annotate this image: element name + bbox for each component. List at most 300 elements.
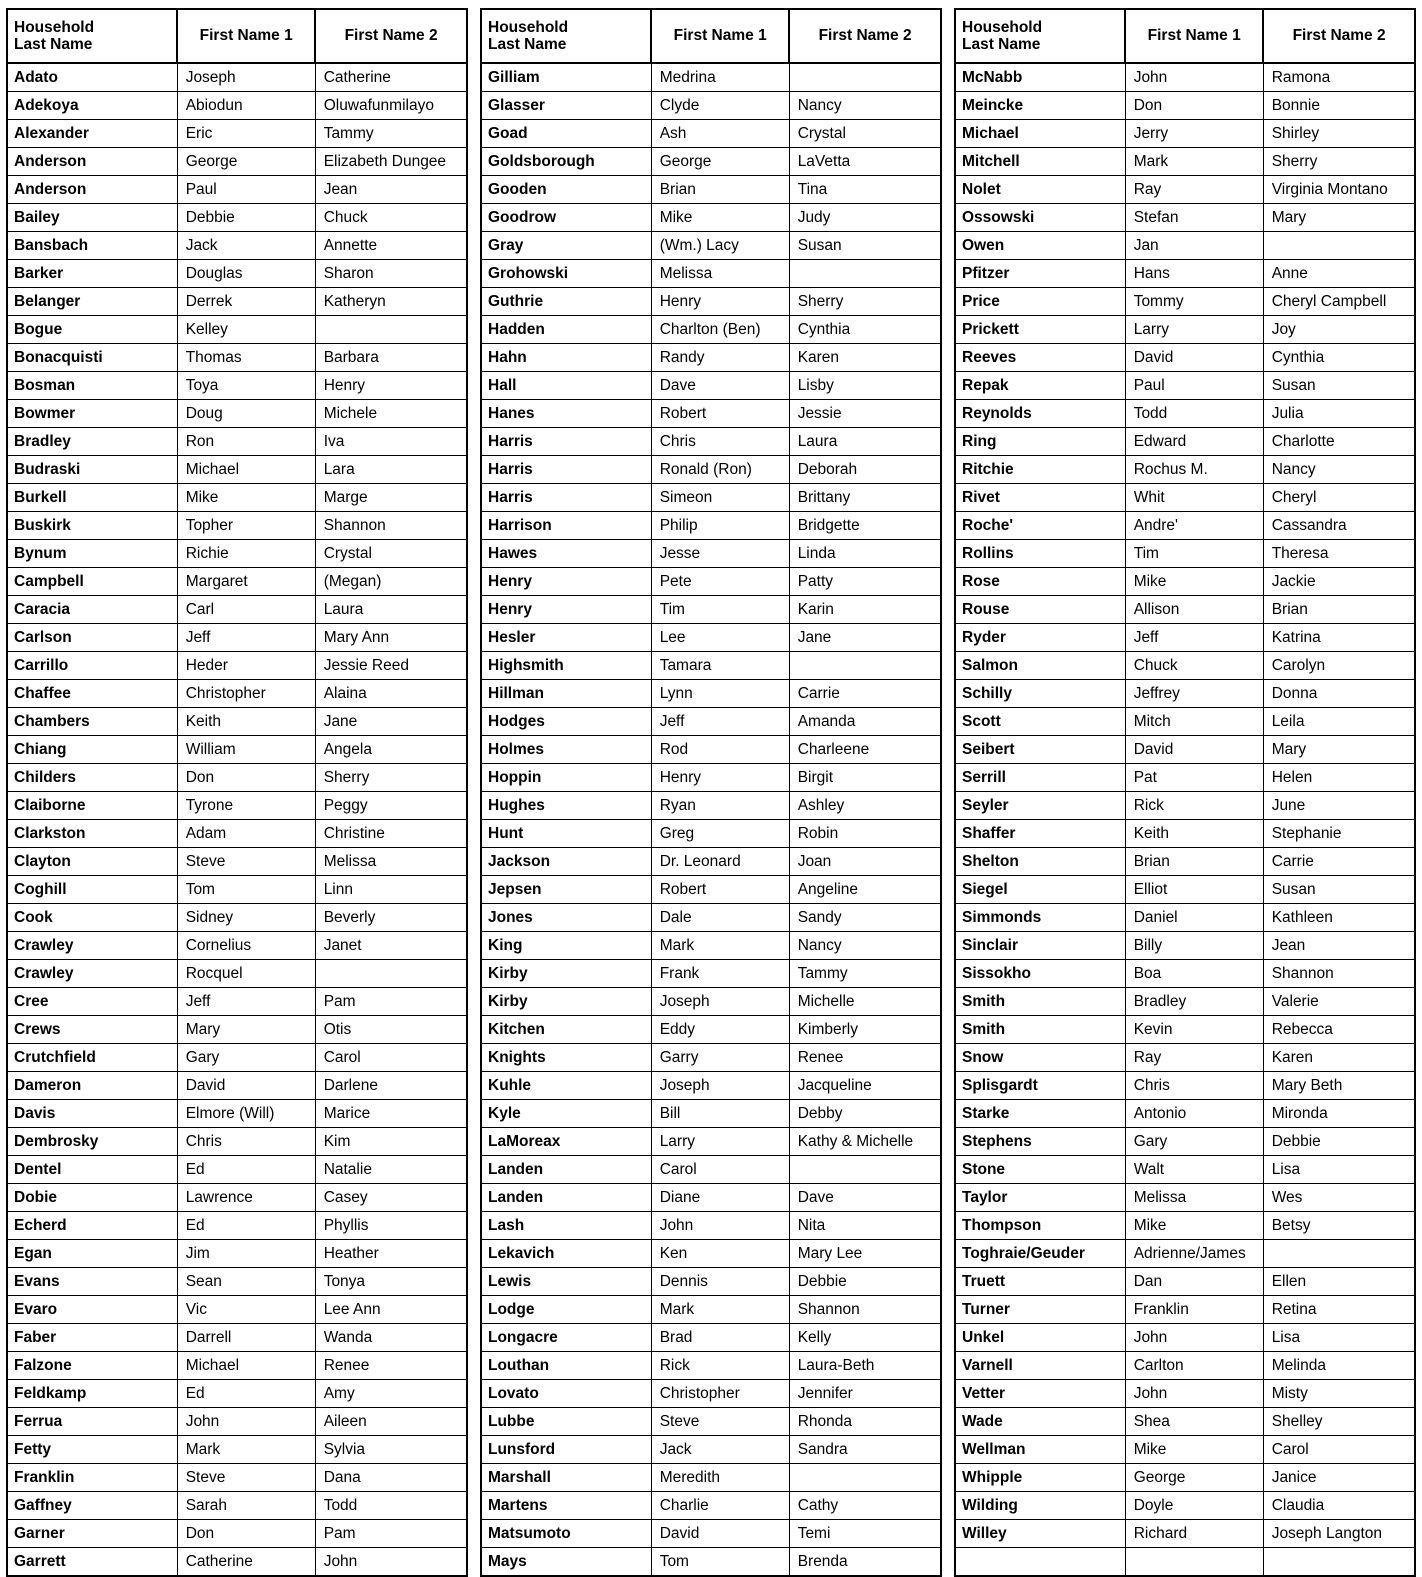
cell-last-name: Thompson [955,1212,1125,1240]
table-row [955,848,1415,876]
cell-first-name-2: Retina [1263,1296,1415,1324]
cell-first-name-2: Pam [315,1520,467,1548]
cell-first-name-2: Cheryl [1263,484,1415,512]
cell-first-name-1: George [651,148,789,176]
cell-first-name-2: Tammy [315,120,467,148]
table-row [481,316,941,344]
table-row [7,1296,467,1324]
cell-last-name: Evaro [7,1296,177,1324]
cell-first-name-1: Ash [651,120,789,148]
cell-first-name-2 [789,652,941,680]
cell-first-name-2: Bonnie [1263,92,1415,120]
header-line-1: Household [14,18,95,36]
table-row [955,1296,1415,1324]
cell-last-name: Evans [7,1268,177,1296]
cell-first-name-1: Mitch [1125,708,1263,736]
table-row [955,288,1415,316]
cell-first-name-2: Carrie [1263,848,1415,876]
table-row [7,820,467,848]
table-row [481,232,941,260]
cell-last-name: Crawley [7,960,177,988]
cell-first-name-2: Melissa [315,848,467,876]
cell-last-name: Shelton [955,848,1125,876]
cell-first-name-2: Mary Lee [789,1240,941,1268]
cell-first-name-1: Chris [1125,1072,1263,1100]
cell-last-name: Hadden [481,316,651,344]
cell-first-name-1: Ray [1125,176,1263,204]
table-row [7,764,467,792]
cell-first-name-1: Tom [651,1548,789,1577]
cell-first-name-2 [789,63,941,92]
cell-first-name-1: Mark [651,932,789,960]
column-header-first-name-1: First Name 1 [177,9,315,63]
cell-last-name: Hawes [481,540,651,568]
cell-first-name-1: Debbie [177,204,315,232]
cell-last-name: Marshall [481,1464,651,1492]
cell-last-name: Repak [955,372,1125,400]
cell-last-name: Splisgardt [955,1072,1125,1100]
cell-first-name-1: Adrienne/James [1125,1240,1263,1268]
cell-first-name-1: John [651,1212,789,1240]
table-row [7,904,467,932]
table-row [481,624,941,652]
cell-first-name-2 [315,316,467,344]
cell-first-name-1: Mike [651,204,789,232]
table-row [955,1072,1415,1100]
table-row [481,1156,941,1184]
cell-last-name: Childers [7,764,177,792]
table-row [481,176,941,204]
cell-first-name-2: Kim [315,1128,467,1156]
table-row [7,1016,467,1044]
cell-last-name: Siegel [955,876,1125,904]
cell-first-name-1: Charlton (Ben) [651,316,789,344]
cell-first-name-1: Mike [1125,1212,1263,1240]
table-row [955,1408,1415,1436]
cell-first-name-2: Jean [315,176,467,204]
cell-first-name-1: Steve [651,1408,789,1436]
table-row [955,344,1415,372]
cell-last-name: Cree [7,988,177,1016]
cell-first-name-2: Janice [1263,1464,1415,1492]
header-row [481,9,941,63]
cell-last-name: Mays [481,1548,651,1577]
cell-first-name-2: Cathy [789,1492,941,1520]
table-row [481,1464,941,1492]
cell-first-name-2: Katrina [1263,624,1415,652]
cell-first-name-2: Valerie [1263,988,1415,1016]
cell-first-name-2: Cynthia [1263,344,1415,372]
cell-first-name-2: Laura [789,428,941,456]
table-row [955,1464,1415,1492]
table-row [481,1212,941,1240]
cell-first-name-2: Rhonda [789,1408,941,1436]
cell-first-name-1: Medrina [651,63,789,92]
cell-last-name: Falzone [7,1352,177,1380]
table-row [481,1128,941,1156]
cell-last-name: Stephens [955,1128,1125,1156]
cell-first-name-1: Topher [177,512,315,540]
cell-last-name: Fetty [7,1436,177,1464]
cell-last-name: Glasser [481,92,651,120]
table-row [7,876,467,904]
cell-first-name-2: Henry [315,372,467,400]
cell-last-name: Bansbach [7,232,177,260]
table-row [481,764,941,792]
cell-last-name: Landen [481,1156,651,1184]
cell-first-name-1: Hans [1125,260,1263,288]
cell-first-name-2: Crystal [315,540,467,568]
table-row [7,1464,467,1492]
cell-first-name-1: Ed [177,1380,315,1408]
cell-first-name-1: Meredith [651,1464,789,1492]
cell-first-name-2: Karen [789,344,941,372]
cell-last-name: Kuhle [481,1072,651,1100]
cell-last-name: Adekoya [7,92,177,120]
cell-last-name: Lunsford [481,1436,651,1464]
table-row [7,1072,467,1100]
table-row [955,764,1415,792]
cell-last-name: Dameron [7,1072,177,1100]
cell-first-name-2: Dave [789,1184,941,1212]
cell-first-name-2: Pam [315,988,467,1016]
table-row [7,1380,467,1408]
table-block-3 [954,8,1416,1552]
cell-first-name-2: Jean [1263,932,1415,960]
column-header-first-name-2: First Name 2 [315,9,467,63]
cell-first-name-1: Antonio [1125,1100,1263,1128]
table-row [7,1268,467,1296]
column-header-last-name [955,9,1125,63]
cell-last-name: Salmon [955,652,1125,680]
cell-first-name-2: Mironda [1263,1100,1415,1128]
table-header-1 [7,9,467,63]
cell-first-name-2: Casey [315,1184,467,1212]
cell-last-name: Gilliam [481,63,651,92]
cell-first-name-1: Simeon [651,484,789,512]
table-row [7,624,467,652]
cell-first-name-2: Theresa [1263,540,1415,568]
table-row [955,708,1415,736]
cell-first-name-2: Kelly [789,1324,941,1352]
cell-last-name: Reynolds [955,400,1125,428]
cell-last-name: Bonacquisti [7,344,177,372]
cell-first-name-1: Elliot [1125,876,1263,904]
cell-last-name: Garner [7,1520,177,1548]
table-row [481,1436,941,1464]
table-row [7,260,467,288]
cell-first-name-2: Michele [315,400,467,428]
cell-first-name-1: Vic [177,1296,315,1324]
cell-first-name-1: William [177,736,315,764]
table-block-2 [480,8,942,1570]
cell-last-name: Claiborne [7,792,177,820]
table-row [955,1268,1415,1296]
cell-first-name-2: Dana [315,1464,467,1492]
cell-first-name-2: Shannon [315,512,467,540]
cell-first-name-2: Annette [315,232,467,260]
table-row [481,680,941,708]
cell-last-name: Jones [481,904,651,932]
cell-first-name-2: Lisa [1263,1324,1415,1352]
cell-last-name: Bogue [7,316,177,344]
cell-last-name: King [481,932,651,960]
cell-first-name-2: Birgit [789,764,941,792]
table-row [481,596,941,624]
cell-first-name-2: Iva [315,428,467,456]
cell-first-name-2: Joy [1263,316,1415,344]
table-row [955,1380,1415,1408]
cell-first-name-1: Tommy [1125,288,1263,316]
cell-first-name-2: Wanda [315,1324,467,1352]
cell-first-name-1: Jack [177,232,315,260]
table-row [481,400,941,428]
cell-last-name: Grohowski [481,260,651,288]
cell-first-name-1: George [1125,1464,1263,1492]
cell-first-name-2: Joan [789,848,941,876]
table-row [481,960,941,988]
cell-first-name-1: David [1125,736,1263,764]
table-row [481,792,941,820]
cell-first-name-1: Charlie [651,1492,789,1520]
column-header-first-name-2: First Name 2 [1263,9,1415,63]
cell-last-name: Chambers [7,708,177,736]
cell-first-name-2: Karen [1263,1044,1415,1072]
cell-last-name: Henry [481,596,651,624]
cell-first-name-1: Keith [1125,820,1263,848]
cell-first-name-1: Don [177,1520,315,1548]
cell-last-name: Martens [481,1492,651,1520]
table-row [481,932,941,960]
cell-last-name: Schilly [955,680,1125,708]
cell-first-name-1: Dennis [651,1268,789,1296]
cell-first-name-2: Heather [315,1240,467,1268]
table-row [7,848,467,876]
table-row [481,1408,941,1436]
cell-first-name-2: Sandy [789,904,941,932]
cell-first-name-1: Adam [177,820,315,848]
cell-first-name-1: Ryan [651,792,789,820]
table-row [481,120,941,148]
cell-last-name: Goldsborough [481,148,651,176]
cell-last-name: Jepsen [481,876,651,904]
cell-first-name-2: Angeline [789,876,941,904]
cell-first-name-2: Wes [1263,1184,1415,1212]
cell-last-name: Davis [7,1100,177,1128]
cell-first-name-2: Leila [1263,708,1415,736]
cell-first-name-2: Jackie [1263,568,1415,596]
column-header-first-name-1: First Name 1 [651,9,789,63]
cell-first-name-2: Sherry [315,764,467,792]
cell-first-name-1: Jerry [1125,120,1263,148]
cell-first-name-1: Tom [177,876,315,904]
table-row [955,624,1415,652]
cell-first-name-1: Sean [177,1268,315,1296]
cell-last-name: Hall [481,372,651,400]
cell-last-name: Owen [955,232,1125,260]
cell-first-name-1: Carol [651,1156,789,1184]
header-line-1: Household [488,18,569,36]
cell-last-name: Kirby [481,988,651,1016]
cell-first-name-1: Rick [651,1352,789,1380]
cell-first-name-2: Nancy [1263,456,1415,484]
cell-first-name-1: Pete [651,568,789,596]
table-row [481,540,941,568]
cell-first-name-1: Cornelius [177,932,315,960]
table-header-3 [955,9,1415,63]
cell-first-name-2: Jennifer [789,1380,941,1408]
cell-last-name: Whipple [955,1464,1125,1492]
cell-first-name-2: Sherry [789,288,941,316]
cell-first-name-1: Henry [651,764,789,792]
cell-last-name: Carlson [7,624,177,652]
table-row [7,1100,467,1128]
table-row [7,932,467,960]
cell-last-name: Alexander [7,120,177,148]
cell-last-name: Hunt [481,820,651,848]
table-row [7,120,467,148]
cell-first-name-2: Susan [789,232,941,260]
table-row [481,1100,941,1128]
cell-first-name-1: George [177,148,315,176]
cell-last-name: Smith [955,988,1125,1016]
cell-last-name: Harris [481,484,651,512]
cell-first-name-2: Kathy & Michelle [789,1128,941,1156]
cell-last-name: Serrill [955,764,1125,792]
cell-first-name-1: Gary [177,1044,315,1072]
cell-first-name-1: Paul [177,176,315,204]
column-header-last-name [481,9,651,63]
cell-first-name-1: Kevin [1125,1016,1263,1044]
table-row [481,92,941,120]
table-row [955,148,1415,176]
cell-first-name-2: Charleene [789,736,941,764]
table-row [481,148,941,176]
cell-last-name: Gooden [481,176,651,204]
cell-first-name-2: Nita [789,1212,941,1240]
header-row [7,9,467,63]
cell-last-name: Taylor [955,1184,1125,1212]
cell-first-name-2: Judy [789,204,941,232]
cell-last-name: Stone [955,1156,1125,1184]
cell-first-name-1: Clyde [651,92,789,120]
cell-first-name-2: Sylvia [315,1436,467,1464]
cell-first-name-2: Christine [315,820,467,848]
cell-first-name-1: Walt [1125,1156,1263,1184]
cell-first-name-1: Rick [1125,792,1263,820]
cell-first-name-2: Nancy [789,932,941,960]
cell-first-name-1: Daniel [1125,904,1263,932]
cell-first-name-2: Nancy [789,92,941,120]
cell-first-name-1: Andre' [1125,512,1263,540]
cell-first-name-1: Melissa [651,260,789,288]
table-row [481,1044,941,1072]
table-row [7,1408,467,1436]
cell-first-name-1: David [1125,344,1263,372]
cell-last-name: Simmonds [955,904,1125,932]
cell-last-name: Bosman [7,372,177,400]
cell-first-name-2: Katheryn [315,288,467,316]
cell-first-name-2: Misty [1263,1380,1415,1408]
cell-last-name: Vetter [955,1380,1125,1408]
cell-last-name: Guthrie [481,288,651,316]
cell-first-name-1: Sarah [177,1492,315,1520]
cell-first-name-2: Shannon [789,1296,941,1324]
table-row [955,1352,1415,1380]
cell-first-name-1: Jeff [1125,624,1263,652]
cell-last-name: Roche' [955,512,1125,540]
cell-first-name-1: Lee [651,624,789,652]
cell-first-name-1: (Wm.) Lacy [651,232,789,260]
cell-last-name: Campbell [7,568,177,596]
cell-last-name: Coghill [7,876,177,904]
table-row [955,932,1415,960]
cell-first-name-1: Edward [1125,428,1263,456]
cell-last-name: Goodrow [481,204,651,232]
table-row [955,1520,1415,1548]
cell-first-name-2: Carol [1263,1436,1415,1464]
cell-first-name-2: Marge [315,484,467,512]
cell-last-name: Prickett [955,316,1125,344]
table-row [481,568,941,596]
cell-first-name-2: Carol [315,1044,467,1072]
cell-first-name-2: Catherine [315,63,467,92]
cell-first-name-1: Dale [651,904,789,932]
cell-first-name-1: Shea [1125,1408,1263,1436]
table-row [7,1212,467,1240]
cell-first-name-1: Jack [651,1436,789,1464]
cell-first-name-1: Steve [177,1464,315,1492]
cell-first-name-1: Robert [651,876,789,904]
table-row [7,960,467,988]
table-row [481,1268,941,1296]
cell-first-name-2: Susan [1263,372,1415,400]
cell-last-name: Longacre [481,1324,651,1352]
cell-first-name-2: Kathleen [1263,904,1415,932]
cell-first-name-1: Richard [1125,1520,1263,1548]
table-row [7,484,467,512]
cell-last-name: McNabb [955,63,1125,92]
table-row [7,1240,467,1268]
cell-last-name: Feldkamp [7,1380,177,1408]
cell-first-name-1: Mark [1125,148,1263,176]
cell-first-name-2: Charlotte [1263,428,1415,456]
cell-last-name: Wilding [955,1492,1125,1520]
table-row [7,1156,467,1184]
table-row [7,456,467,484]
cell-first-name-2: Brian [1263,596,1415,624]
cell-first-name-1: Brad [651,1324,789,1352]
cell-first-name-1: Ed [177,1156,315,1184]
cell-last-name: Chiang [7,736,177,764]
table-row [7,204,467,232]
cell-first-name-2: Sherry [1263,148,1415,176]
cell-first-name-1: Ray [1125,1044,1263,1072]
table-row [955,372,1415,400]
cell-first-name-2: Ashley [789,792,941,820]
cell-last-name: Harris [481,456,651,484]
cell-first-name-1: Catherine [177,1548,315,1577]
cell-first-name-1: Jeff [651,708,789,736]
cell-last-name: Price [955,288,1125,316]
cell-first-name-1: Allison [1125,596,1263,624]
cell-first-name-2: Melinda [1263,1352,1415,1380]
cell-first-name-1: Douglas [177,260,315,288]
cell-first-name-2 [789,1156,941,1184]
table-row [481,848,941,876]
table-row [481,1380,941,1408]
table-row [481,904,941,932]
